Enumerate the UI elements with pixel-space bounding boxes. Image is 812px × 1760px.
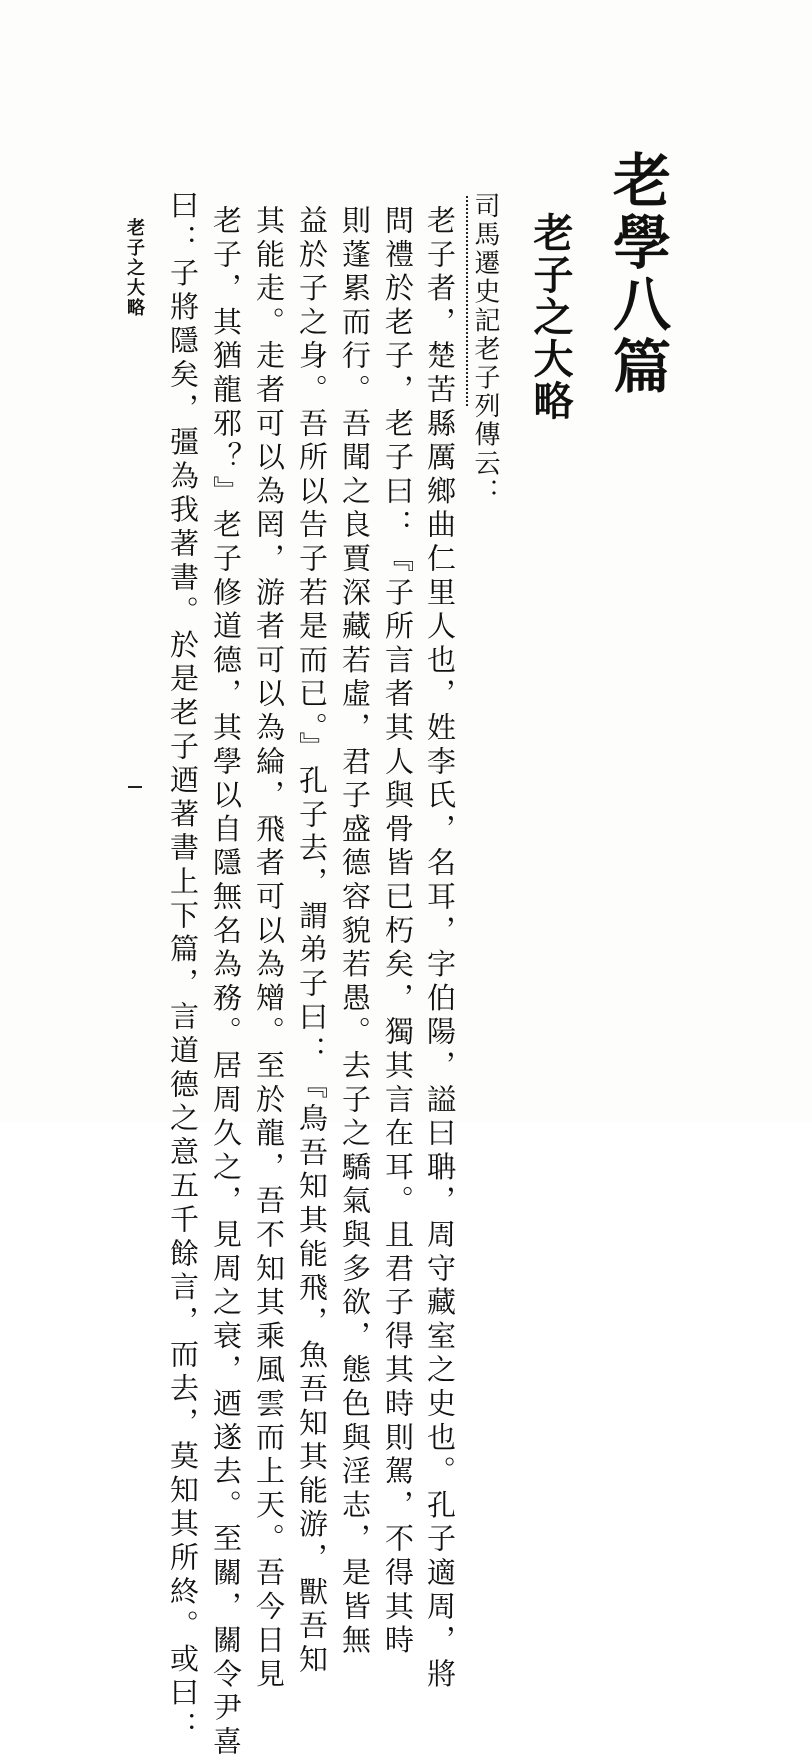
running-footer-title: 老子之大略 xyxy=(124,218,145,318)
body-column-6: 老子，其猶龍邪？』老子修道德，其學以自隱無名為務。居周久之，見周之衰，迺遂去。至關，關令尹喜 xyxy=(209,205,243,1760)
book-title: 老學八篇 xyxy=(603,150,671,398)
body-column-1: 老子者，楚苦縣厲鄉曲仁里人也，姓李氏，名耳，字伯陽，謚曰聃，周守藏室之史也。孔子適周，將 xyxy=(423,205,457,1693)
body-column-7: 曰：子將隱矣，彊為我著書。於是老子迺著書上下篇，言道德之意五千餘言，而去，莫知其所終。或曰： xyxy=(166,190,200,1745)
page-number xyxy=(128,786,142,788)
body-column-3: 則蓬累而行。吾聞之良賈深藏若虛，君子盛德容貌若愚。去子之驕氣與多欲，態色與淫志，是皆無 xyxy=(338,205,372,1659)
body-column-2: 問禮於老子，老子曰：『子所言者其人與骨皆已朽矣，獨其言在耳。且君子得其時則駕，不得其時 xyxy=(381,205,415,1659)
intro-line: 司馬遷史記老子列傳云： xyxy=(470,192,500,507)
body-column-4: 益於子之身。吾所以告子若是而已。』孔子去，謂弟子曰：『鳥吾知其能飛，魚吾知其能游，獸吾知 xyxy=(295,205,329,1678)
chapter-title: 老子之大略 xyxy=(527,212,574,422)
body-column-5: 其能走。走者可以為罔，游者可以為綸，飛者可以為矰。至於龍，吾不知其乘風雲而上天。吾今日見 xyxy=(252,205,286,1693)
